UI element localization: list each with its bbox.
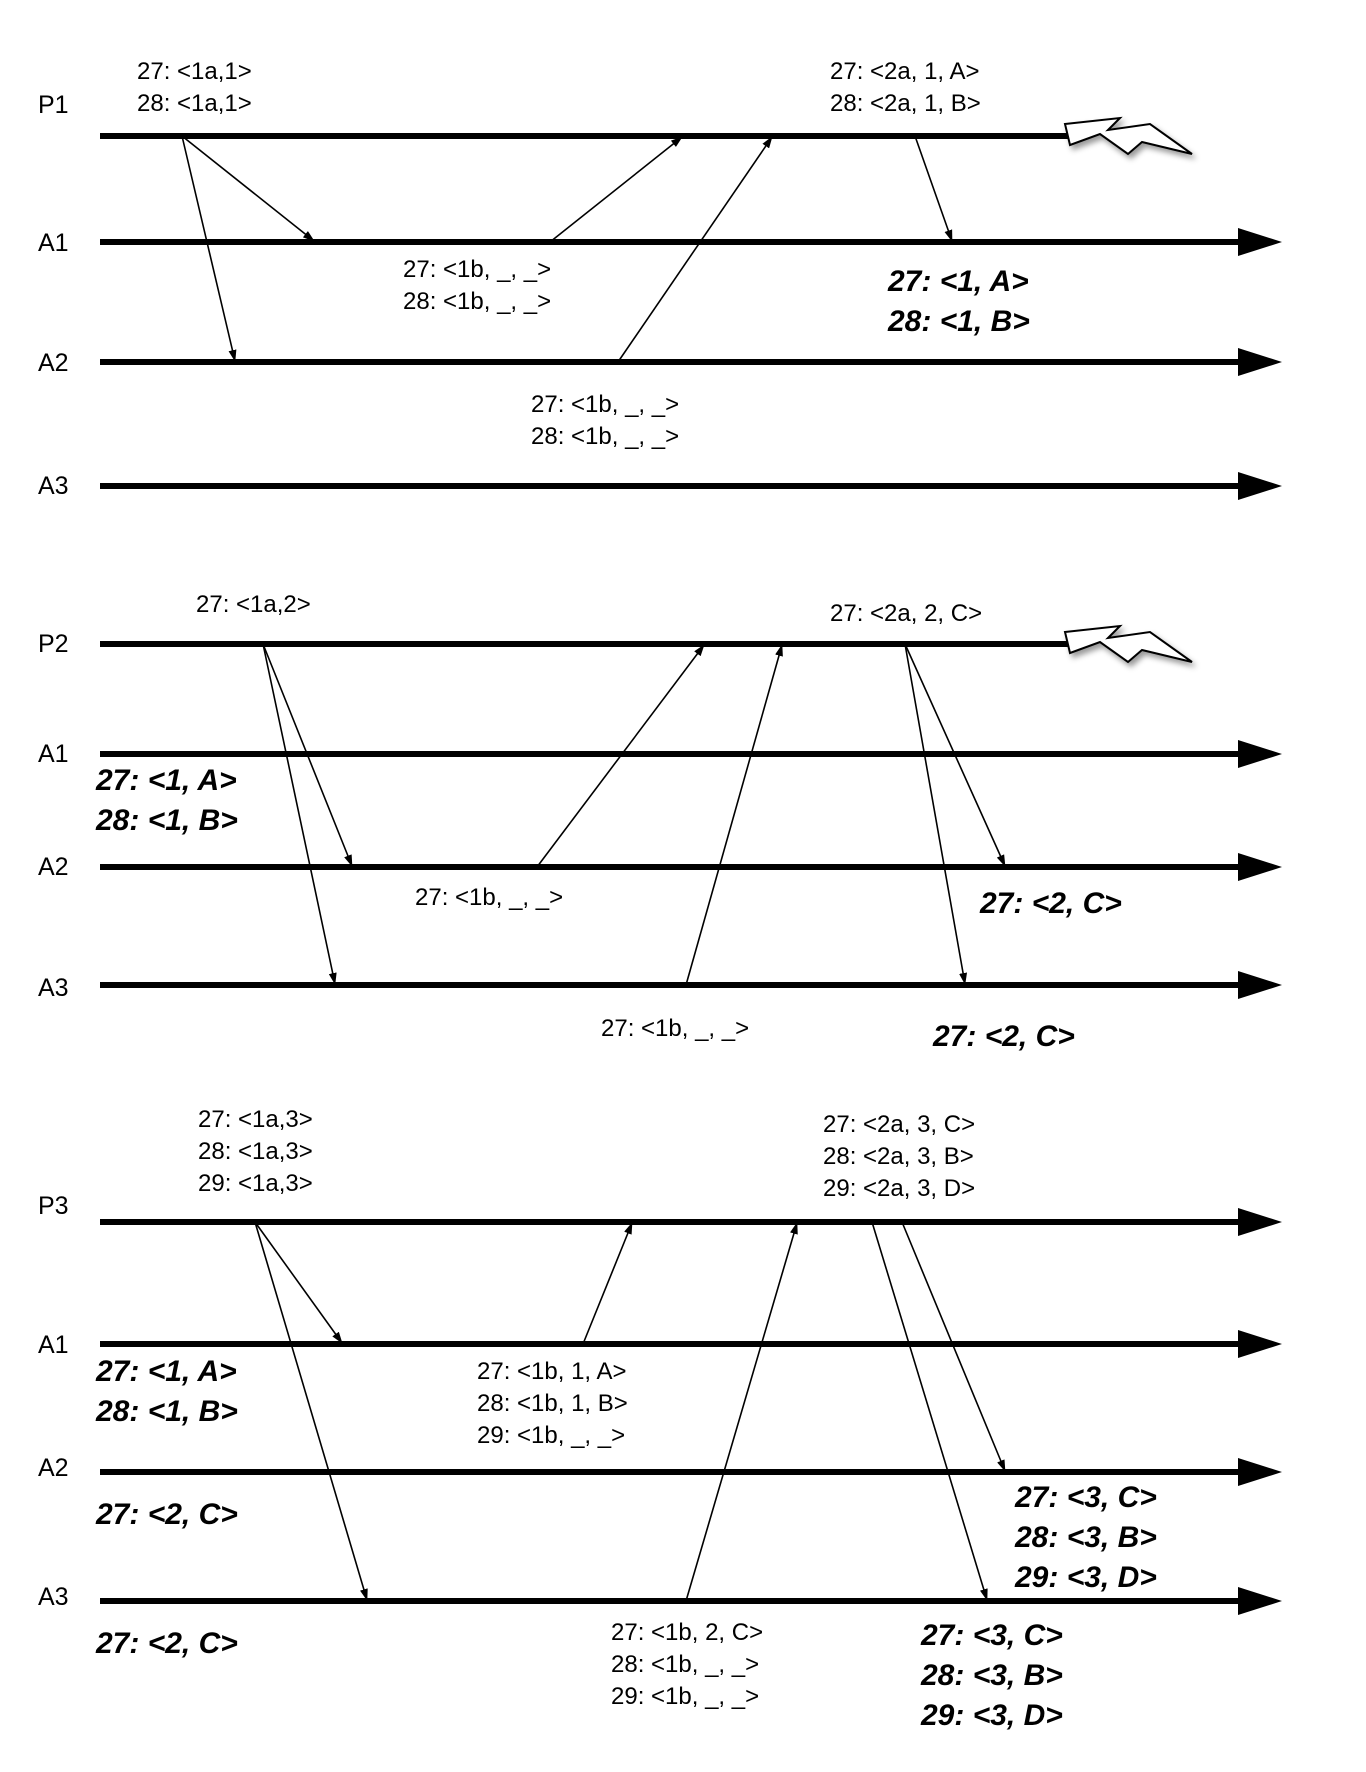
timeline-arrowhead [1238,740,1282,768]
row-label-a2: A2 [38,1454,69,1482]
message-note: 28: <1b, _, _> [611,1651,760,1678]
panel-2 [38,591,1282,1053]
message-arrow [686,645,782,985]
message-arrow [255,1222,342,1343]
accepted-value: 27: <2, C> [933,1020,1075,1053]
message-arrow [583,1223,632,1344]
row-label-p1: P1 [38,91,69,119]
message-note: 27: <2a, 1, A> [830,58,980,85]
message-note: 28: <2a, 1, B> [830,90,981,117]
accepted-value: 27: <1, A> [96,1355,237,1388]
row-label-a3: A3 [38,472,69,500]
row-label-p2: P2 [38,630,69,658]
accepted-value: 28: <1, B> [96,804,238,837]
message-note: 28: <1b, _, _> [531,423,680,450]
timeline-arrowhead [1238,1458,1282,1486]
message-arrow [255,1222,367,1600]
accepted-value: 28: <1, B> [888,305,1030,338]
accepted-value: 28: <3, B> [921,1659,1063,1692]
accepted-value: 27: <2, C> [96,1498,238,1531]
message-arrow [263,644,335,984]
row-label-a2: A2 [38,853,69,881]
panel-1 [38,58,1282,500]
accepted-value: 27: <3, C> [1015,1481,1157,1514]
timeline-arrowhead [1238,1587,1282,1615]
accepted-value: 29: <3, D> [1015,1561,1157,1594]
message-note: 27: <1b, _, _> [403,256,552,283]
message-note: 28: <1b, 1, B> [477,1390,628,1417]
message-note: 27: <1a,3> [198,1106,313,1133]
accepted-value: 28: <3, B> [1015,1521,1157,1554]
message-arrow [182,136,314,241]
accepted-value: 27: <2, C> [96,1627,238,1660]
message-arrow [618,137,772,362]
timeline-arrowhead [1238,1330,1282,1358]
timeline-arrowhead [1238,228,1282,256]
message-arrow [915,136,952,241]
message-note: 27: <2a, 2, C> [830,600,983,627]
message-note: 28: <1a,1> [137,90,252,117]
message-note: 27: <1a,1> [137,58,252,85]
timeline-arrowhead [1238,971,1282,999]
message-note: 27: <1b, _, _> [415,884,564,911]
crash-icon [1065,118,1192,154]
message-note: 29: <1b, _, _> [477,1422,626,1449]
row-label-a1: A1 [38,229,69,257]
row-label-a1: A1 [38,1331,69,1359]
row-label-p3: P3 [38,1192,69,1220]
message-arrow [550,137,682,242]
timeline-arrowhead [1238,1208,1282,1236]
panel-3 [38,1106,1282,1732]
timeline-arrowhead [1238,348,1282,376]
accepted-value: 29: <3, D> [921,1699,1063,1732]
message-note: 29: <1a,3> [198,1170,313,1197]
accepted-value: 27: <3, C> [921,1619,1063,1652]
message-note: 27: <2a, 3, C> [823,1111,976,1138]
message-arrow [182,136,235,361]
message-note: 28: <1a,3> [198,1138,313,1165]
timeline-arrowhead [1238,853,1282,881]
message-arrow [872,1222,987,1600]
message-note: 28: <1b, _, _> [403,288,552,315]
accepted-value: 27: <1, A> [96,764,237,797]
message-note: 27: <1b, 2, C> [611,1619,764,1646]
message-note: 27: <1b, _, _> [601,1015,750,1042]
crash-icon [1065,626,1192,662]
message-note: 28: <2a, 3, B> [823,1143,974,1170]
accepted-value: 27: <1, A> [888,265,1029,298]
row-label-a1: A1 [38,740,69,768]
accepted-value: 28: <1, B> [96,1395,238,1428]
row-label-a3: A3 [38,1583,69,1611]
message-note: 27: <1a,2> [196,591,311,618]
message-note: 27: <1b, _, _> [531,391,680,418]
row-label-a2: A2 [38,349,69,377]
message-arrow [686,1223,797,1601]
message-note: 29: <1b, _, _> [611,1683,760,1710]
accepted-value: 27: <2, C> [980,887,1122,920]
message-note: 29: <2a, 3, D> [823,1175,976,1202]
message-arrow [905,644,965,984]
message-note: 27: <1b, 1, A> [477,1358,627,1385]
timeline-arrowhead [1238,472,1282,500]
row-label-a3: A3 [38,974,69,1002]
